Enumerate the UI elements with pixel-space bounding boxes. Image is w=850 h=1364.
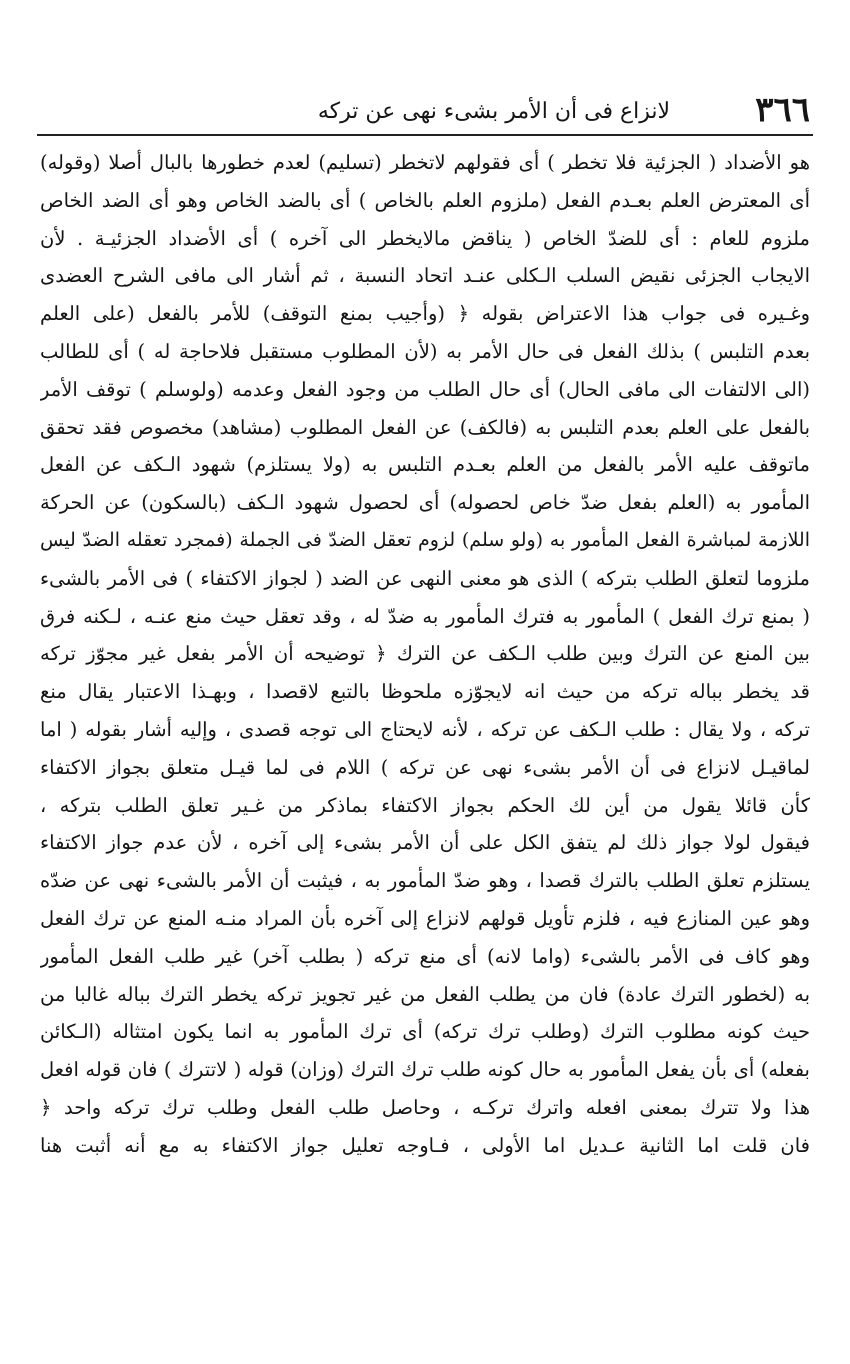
text-line: يستلزم تعلق الطلب بالترك قصدا ، وهو ضدّ المأمور به ، فيثبت أن الأمر بالشىء نهى عن ضدّه	[40, 869, 810, 893]
text-line: فيقول لولا جواز ذلك لم يتفق الكل على أن الأمر بشىء إلى آخره ، لأن عدم جواز الاكتفاء	[40, 831, 810, 855]
running-title: لانزاع فى أن الأمر بشىء نهى عن تركه	[317, 99, 670, 124]
text-line: وهو عين المنازع فيه ، فلزم تأويل قولهم لانزاع إلى آخره بأن المراد منـه المنع عن ترك الفعل	[40, 906, 810, 930]
text-line: بين المنع عن الترك وبين طلب الـكف عن الترك ﴿ توضيحه أن الأمر بفعل غير مجوّز تركه	[40, 642, 810, 666]
text-line: ماتوقف عليه الأمر بالفعل من العلم بعـدم التلبس به (ولا يستلزم) شهود الـكف عن الفعل	[40, 453, 810, 477]
text-line: ملزوما لتعلق الطلب بتركه ) الذى هو معنى النهى عن الضد ( لجواز الاكتفاء ) فى الأمر بالشىء	[40, 566, 810, 590]
text-line: ملزوم للعام : أى للضدّ الخاص ( يناقض مالايخطر الى آخره ) أى الأضداد الجزئيـة . لأن	[40, 226, 810, 250]
text-line: حيث كونه مطلوب الترك (وطلب ترك تركه) أى ترك المأمور به انما يكون امتثاله (الـكائن	[40, 1020, 810, 1044]
text-line: المأمور به (العلم بفعل ضدّ خاص لحصوله) أى لحصول شهود الـكف (بالسكون) عن الحركة	[40, 491, 810, 515]
body-text	[40, 144, 810, 1165]
text-line: وغـيره فى جواب هذا الاعتراض بقوله ﴿ (وأجيب بمنع التوقف) للأمر بالفعل (على العلم	[40, 302, 810, 326]
text-line: وهو كاف فى الأمر بالشىء (واما لانه) أى منع تركه ( بطلب آخر) غير طلب الفعل المأمور	[40, 944, 810, 968]
text-line: ( بمنع ترك الفعل ) المأمور به فترك المأمور به ضدّ له ، وقد تعقل حيث منع عنـه ، لـكنه فرق	[40, 604, 810, 628]
text-line: كأن قائلا يقول من أين لك الحكم بجواز الاكتفاء بماذكر من غـير تعلق الطلب بتركه ،	[40, 793, 810, 817]
text-line: هذا ولا تترك بمعنى افعله واترك تركـه ، وحاصل طلب الفعل وطلب ترك تركه واحد ﴿	[40, 1095, 810, 1119]
page-header	[40, 88, 810, 136]
text-line: بالفعل على العلم بعدم التلبس به (فالكف) عن الفعل المطلوب (مشاهد) مخصوص فقد تحقق	[40, 415, 810, 439]
header-rule	[37, 134, 813, 136]
text-line: فان قلت اما الثانية عـديل اما الأولى ، فـاوجه تعليل جواز الاكتفاء به مع أنه أثبت هنا	[40, 1133, 810, 1157]
text-line: هو الأضداد ( الجزئية فلا تخطر ) أى فقولهم لاتخطر (تسليم) لعدم خطورها بالبال أصلا (وقوله)	[40, 151, 810, 174]
text-line: أى المعترض العلم بعـدم الفعل (ملزوم العلم بالخاص ) أى بالضد الخاص وهو أى الضد الخاص	[40, 188, 810, 212]
text-line: به (لخطور الترك عادة) فان من يطلب الفعل من غير تجويز تركه يخطر الترك بباله غالبا من	[40, 982, 810, 1006]
text-line: اللازمة لمباشرة الفعل المأمور به (ولو سلم) لزوم تعقل الضدّ فى الجملة (فمجرد تعقله الضدّ ليس	[40, 528, 810, 551]
text-line: تركه ، ولا يقال : طلب الـكف عن تركه ، لأنه لايحتاج الى توجه قصدى ، وإليه أشار بقوله ( اما	[40, 717, 810, 741]
text-line: بفعله) أى بأن يفعل المأمور به حال كونه طلب ترك الترك (وزان) قوله ( لاتترك ) فان قوله افعل	[40, 1058, 810, 1082]
text-line: قد يخطر بباله تركه من حيث انه لايجوّزه ملحوظا بالتبع لاقصدا ، وبهـذا الاعتبار يقال منع	[40, 680, 810, 704]
text-line: (الى الالتفات الى مافى الحال) أى حال الطلب من وجود الفعل وعدمه (ولوسلم ) توقف الأمر	[40, 377, 810, 401]
text-line: بعدم التلبس ) بذلك الفعل فى حال الأمر به (لأن المطلوب مستقبل فلاحاجة له ) أى للطالب	[40, 339, 810, 363]
text-line: لماقيـل لانزاع فى أن الأمر بشىء نهى عن تركه ) اللام فى لما قيـل متعلق بجواز الاكتفاء	[40, 755, 810, 779]
page-number: ٣٦٦	[755, 90, 810, 130]
text-line: الايجاب الجزئى نقيض السلب الـكلى عنـد اتحاد النسبة ، ثم أشار الى مافى الشرح العضدى	[40, 264, 810, 288]
